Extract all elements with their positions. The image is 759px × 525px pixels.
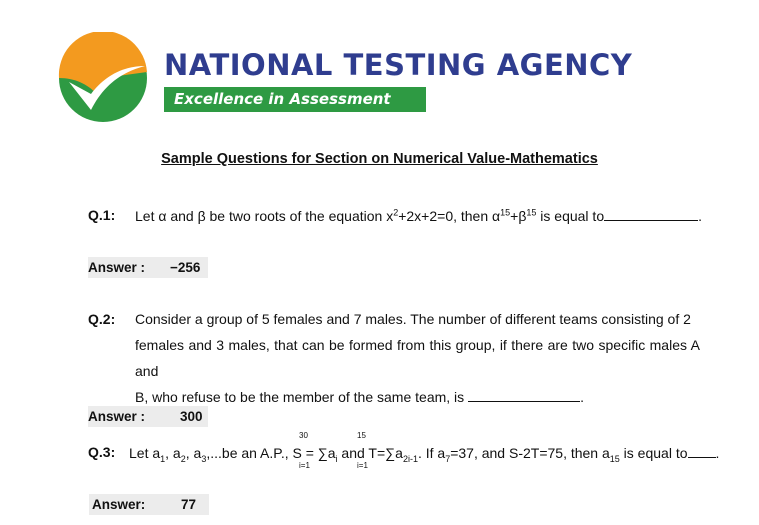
question-text: Let $a_1$, $a_2$, $a_3,...be$ an A.P., $S = \sum a_i$ and $T=\sum a_{2i-1}$. If $a_7=37$, and S-2T=75, then $a_{15}$ is equal to .: [129, 445, 720, 464]
question-number: Q.3:: [88, 444, 116, 460]
answer-value: 300: [180, 409, 203, 424]
tagline: Excellence in Assessment: [174, 90, 391, 108]
answer-label: Answer :: [88, 260, 146, 275]
answer-value: −256: [170, 260, 201, 275]
question-text: Let α and β be two roots of the equation $x^2+2x+2=0$, then $\alpha^{15}+\beta^{15}$ is equal to .: [135, 207, 702, 224]
answer-blank: [688, 444, 716, 458]
answer-label: Answer :: [88, 409, 146, 424]
sum-lower-limit: i=1: [299, 461, 310, 470]
question-number: Q.1:: [88, 207, 116, 223]
tagline-banner: [164, 87, 426, 112]
page-title: Sample Questions for Section on Numerical Value-Mathematics: [161, 151, 598, 167]
question-number: Q.2:: [88, 311, 116, 327]
answer-row: [88, 257, 208, 278]
answer-row: [88, 406, 208, 427]
answer-blank: [468, 388, 580, 402]
answer-row: [89, 494, 209, 515]
org-name: NATIONAL TESTING AGENCY: [164, 48, 633, 82]
answer-label: Answer:: [92, 497, 146, 512]
sum-upper-limit: 30: [299, 431, 308, 440]
nta-logo-icon: [57, 32, 149, 124]
question-text: Consider a group of 5 females and 7 males. The number of different teams consisting of 2 females and 3 males, that can be formed from this group, if there are two specific males A and B, who refuse to be the member of the same team, is .: [135, 311, 700, 405]
sum-upper-limit: 15: [357, 431, 366, 440]
answer-blank: [604, 207, 698, 221]
answer-value: 77: [181, 497, 197, 512]
sum-lower-limit: i=1: [357, 461, 368, 470]
